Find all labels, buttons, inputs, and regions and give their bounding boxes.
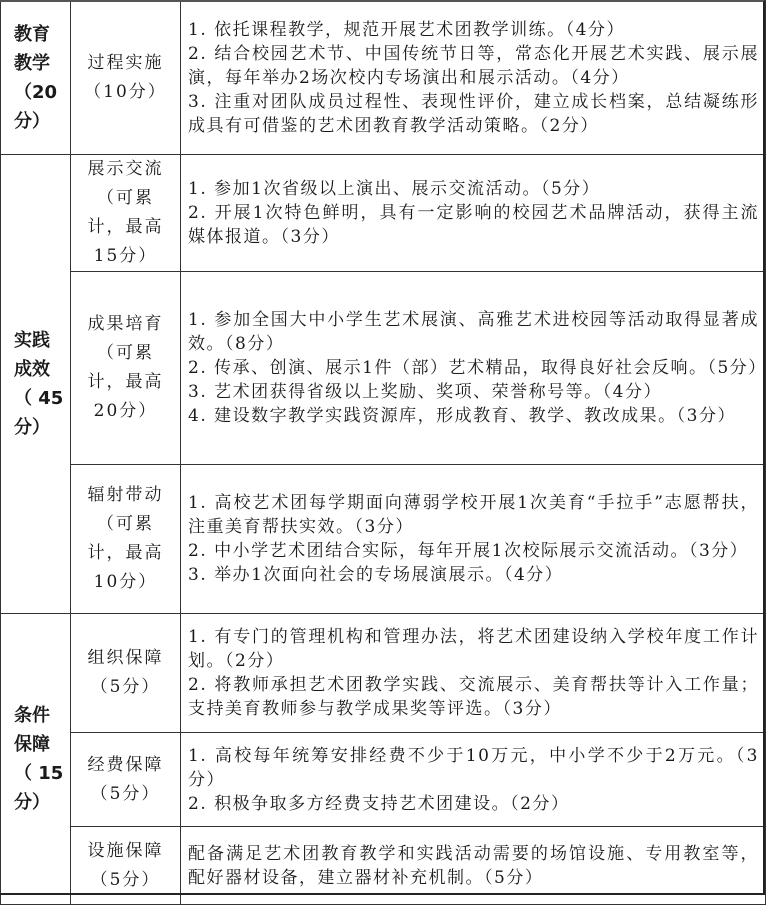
subcategory-text: 20分） bbox=[93, 401, 158, 421]
criteria-item: 2. 积极争取多方经费支持艺术团建设。（2分） bbox=[188, 793, 570, 814]
criteria-item: 2. 开展1次特色鲜明，具有一定影响的校园艺术品牌活动，获得主流媒体报道。（3分） bbox=[188, 203, 759, 247]
criteria-item: 配备满足艺术团教育教学和实践活动需要的场馆设施、专用教室等，配好器材设备，建立器材补充机制。（5分） bbox=[188, 843, 759, 888]
subcategory-text: 计，最高 bbox=[87, 217, 164, 237]
subcategory-text: （10分） bbox=[84, 81, 167, 102]
criteria-item: 1. 参加1次省级以上演出、展示交流活动。（5分） bbox=[188, 179, 601, 199]
subcategory-text: 计，最高 bbox=[87, 543, 164, 563]
criteria-item: 1. 高校艺术团每学期面向薄弱学校开展1次美育“手拉手”志愿帮扶，注重美育帮扶实效。（3分） bbox=[188, 493, 759, 537]
criteria-item: 3. 举办1次面向社会的专场展演展示。（4分） bbox=[188, 565, 564, 585]
subcategory-text: （5分） bbox=[90, 677, 161, 697]
criteria-item: 1. 高校每年统筹安排经费不少于10万元，中小学不少于2万元。（3分） bbox=[188, 745, 759, 790]
category-text: 教育 bbox=[14, 23, 50, 45]
category-text: 分） bbox=[14, 792, 50, 813]
subcategory-text: 计，最高 bbox=[87, 372, 164, 392]
category-text: 实践 bbox=[14, 330, 50, 351]
subcategory-text: 辐射带动 bbox=[87, 485, 164, 505]
criteria-item: 4. 建设数字教学实践资源库，形成教育、教学、教改成果。（3分） bbox=[188, 406, 736, 426]
subcategory-text: （可累 bbox=[97, 514, 154, 534]
subcategory-text: （5分） bbox=[90, 783, 161, 804]
subcategory-text: 组织保障 bbox=[87, 648, 164, 668]
category-text: 成效 bbox=[14, 359, 50, 380]
subcategory-text: 15分） bbox=[93, 246, 158, 266]
criteria-item: 3. 艺术团获得省级以上奖励、奖项、荣誉称号等。（4分） bbox=[188, 382, 662, 402]
criteria-item: 2. 结合校园艺术节、中国传统节日等，常态化开展艺术实践、展示展演，每年举办2场次校内专场演出和展示活动。（4分） bbox=[188, 43, 759, 88]
subcategory-text: 设施保障 bbox=[87, 840, 164, 861]
category-text: （ 15 bbox=[14, 763, 64, 784]
category-text: 条件 bbox=[14, 705, 50, 726]
category-text: 分） bbox=[14, 417, 50, 438]
criteria-item: 1. 依托课程教学，规范开展艺术团教学训练。（4分） bbox=[188, 19, 625, 40]
subcategory-text: （可累 bbox=[97, 188, 154, 208]
criteria-item: 1. 有专门的管理机构和管理办法，将艺术团建设纳入学校年度工作计划。（2分） bbox=[188, 627, 759, 671]
category-text: （ 45 bbox=[14, 388, 64, 409]
category-text: 分） bbox=[14, 110, 50, 132]
subcategory-text: （可累 bbox=[97, 343, 154, 363]
subcategory-text: 成果培育 bbox=[87, 314, 164, 334]
category-text: （20 bbox=[14, 81, 58, 103]
criteria-item: 2. 将教师承担艺术团教学实践、交流展示、美育帮扶等计入工作量；支持美育教师参与教学成果奖等评选。（3分） bbox=[188, 675, 759, 719]
subcategory-text: 展示交流 bbox=[87, 159, 164, 179]
subcategory-text: 经费保障 bbox=[87, 754, 164, 775]
category-text: 教学 bbox=[14, 52, 50, 74]
criteria-item: 3. 注重对团队成员过程性、表现性评价，建立成长档案，总结凝练形成具有可借鉴的艺术团教育教学活动策略。（2分） bbox=[188, 91, 759, 136]
criteria-item: 2. 传承、创演、展示1件（部）艺术精品，取得良好社会反响。（5分） bbox=[188, 358, 767, 378]
criteria-item: 2. 中小学艺术团结合实际，每年开展1次校际展示交流活动。（3分） bbox=[188, 541, 749, 561]
category-text: 保障 bbox=[14, 734, 50, 755]
subcategory-text: （5分） bbox=[90, 869, 161, 890]
subcategory-text: 过程实施 bbox=[87, 52, 164, 73]
criteria-item: 1. 参加全国大中小学生艺术展演、高雅艺术进校园等活动取得显著成效。（8分） bbox=[188, 310, 759, 354]
subcategory-text: 10分） bbox=[93, 572, 158, 592]
